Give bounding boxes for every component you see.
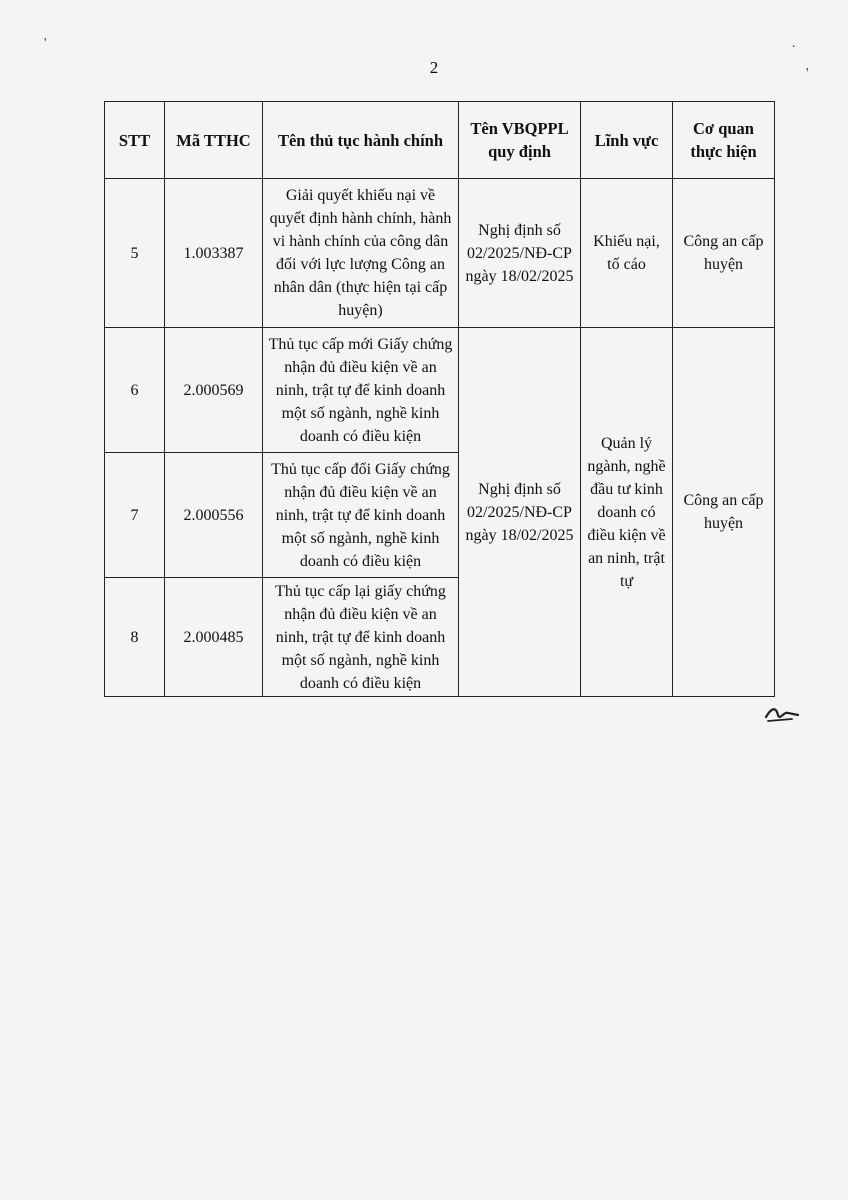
cell-ten-thu-tuc: Thủ tục cấp đổi Giấy chứng nhận đủ điều kiện về an ninh, trật tự để kinh doanh một số ngành, nghề kinh doanh có điều kiện (263, 453, 459, 578)
cell-van-ban: Nghị định số 02/2025/NĐ-CP ngày 18/02/2025 (459, 179, 581, 328)
cell-ten-thu-tuc: Thủ tục cấp lại giấy chứng nhận đủ điều kiện về an ninh, trật tự để kinh doanh một số ngành, nghề kinh doanh có điều kiện (263, 578, 459, 697)
header-linh-vuc: Lĩnh vực (581, 102, 673, 179)
cell-ten-thu-tuc: Thủ tục cấp mới Giấy chứng nhận đủ điều kiện về an ninh, trật tự để kinh doanh một số ngành, nghề kinh doanh có điều kiện (263, 328, 459, 453)
cell-ma-tthc: 2.000485 (165, 578, 263, 697)
header-co-quan: Cơ quan thực hiện (673, 102, 775, 179)
header-ten-thu-tuc: Tên thủ tục hành chính (263, 102, 459, 179)
cell-linh-vuc: Khiếu nại, tố cáo (581, 179, 673, 328)
table-row (105, 328, 775, 453)
cell-ma-tthc: 2.000556 (165, 453, 263, 578)
cell-co-quan: Công an cấp huyện (673, 179, 775, 328)
cell-ma-tthc: 2.000569 (165, 328, 263, 453)
header-stt: STT (105, 102, 165, 179)
cell-linh-vuc-merged: Quản lý ngành, nghề đầu tư kinh doanh có điều kiện về an ninh, trật tự (581, 328, 673, 697)
cell-stt: 8 (105, 578, 165, 697)
handwritten-mark (762, 703, 802, 727)
cell-co-quan-merged: Công an cấp huyện (673, 328, 775, 697)
cell-ten-thu-tuc: Giải quyết khiếu nại về quyết định hành chính, hành vi hành chính của công dân đối với lực lượng Công an nhân dân (thực hiện tại cấp huyện) (263, 179, 459, 328)
scan-mark: ' (806, 66, 809, 81)
scan-mark: . (792, 36, 796, 51)
scan-mark: ' (44, 36, 47, 51)
table-row (105, 179, 775, 328)
cell-stt: 5 (105, 179, 165, 328)
header-ma-tthc: Mã TTHC (165, 102, 263, 179)
procedure-table (104, 101, 775, 697)
cell-ma-tthc: 1.003387 (165, 179, 263, 328)
cell-stt: 6 (105, 328, 165, 453)
header-van-ban: Tên VBQPPL quy định (459, 102, 581, 179)
page-number: 2 (429, 58, 439, 77)
cell-stt: 7 (105, 453, 165, 578)
table-header-row (105, 102, 775, 179)
cell-van-ban-merged: Nghị định số 02/2025/NĐ-CP ngày 18/02/2025 (459, 328, 581, 697)
